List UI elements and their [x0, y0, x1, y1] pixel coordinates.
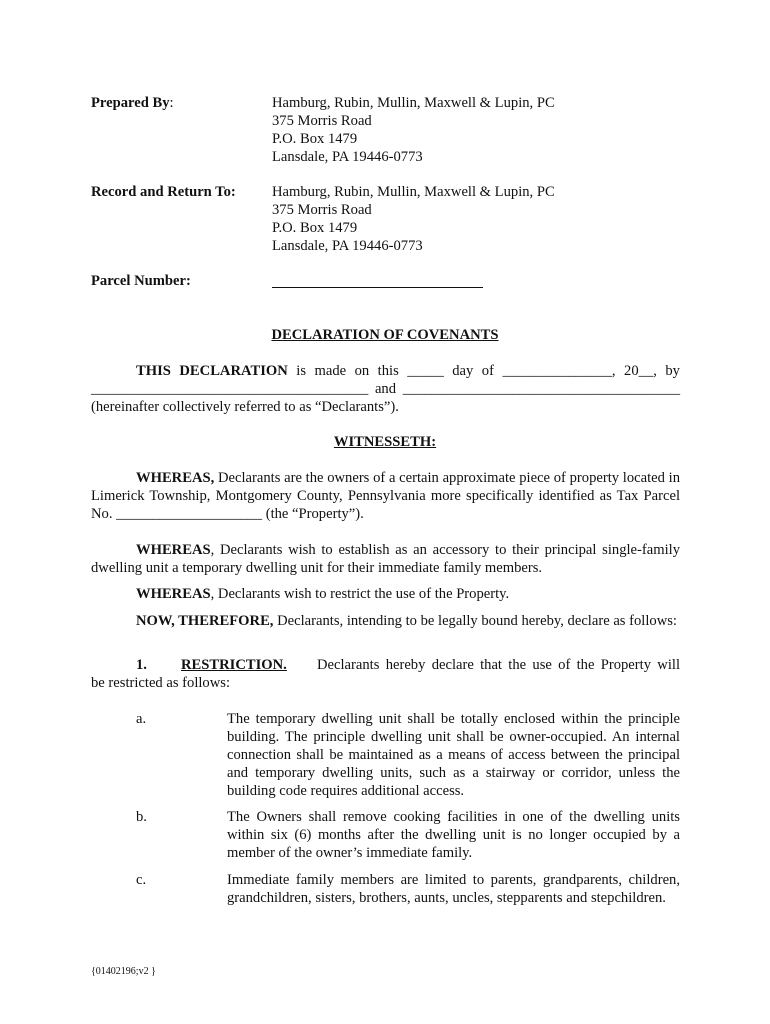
- item-text-b: The Owners shall remove cooking facilities in one of the dwelling units within six (6) months after the dwelling unit is no longer occupied by a member of the owner’s immediate family.: [227, 809, 680, 861]
- intro-line-3: (hereinafter collectively referred to as “Declarants”).: [91, 399, 399, 415]
- party-2-blank[interactable]: ______________________________________: [402, 381, 680, 397]
- address-line: Hamburg, Rubin, Mullin, Maxwell & Lupin, PC: [272, 184, 555, 200]
- section-text-line-2: be restricted as follows:: [91, 675, 231, 691]
- address-line: Hamburg, Rubin, Mullin, Maxwell & Lupin, PC: [272, 95, 555, 111]
- section-heading: RESTRICTION.: [181, 657, 287, 673]
- section-text-line-1: Declarants hereby declare that the use of the Property will: [317, 657, 680, 673]
- address-line: Lansdale, PA 19446-0773: [272, 238, 423, 254]
- party-1-blank[interactable]: ______________________________________: [91, 381, 369, 397]
- section-number: 1.: [136, 657, 147, 673]
- and-text: and: [374, 381, 397, 397]
- prepared-by-label: Prepared By:: [91, 95, 174, 111]
- now-therefore-paragraph: NOW, THEREFORE, Declarants, intending to be legally bound hereby, declare as follows:: [136, 613, 677, 629]
- witnesseth-heading: WITNESSETH:: [333, 434, 437, 450]
- prepared-by-address: [272, 94, 555, 166]
- intro-line-2: [91, 380, 680, 398]
- item-label-c: c.: [136, 872, 147, 888]
- address-line: 375 Morris Road: [272, 202, 372, 218]
- address-line: 375 Morris Road: [272, 113, 372, 129]
- intro-line-1: THIS DECLARATION is made on this _____ day of _______________, 20__, by: [136, 363, 680, 379]
- item-text-a: The temporary dwelling unit shall be totally enclosed within the principle building. The principle dwelling unit shall be owner-occupied. An internal connection shall be maintained as a means of access between the principal and temporary dwelling units, such as a stairway or corridor, unless the building code requires additional access.: [227, 711, 680, 799]
- item-label-a: a.: [136, 711, 147, 727]
- parcel-number-label: Parcel Number:: [91, 273, 191, 289]
- address-line: P.O. Box 1479: [272, 131, 358, 147]
- record-return-address: [272, 183, 555, 255]
- whereas-paragraph-2: WHEREAS, Declarants wish to establish as an accessory to their principal single-family dwelling unit a temporary dwelling unit for their immediate family members.: [91, 542, 680, 576]
- parcel-number-blank[interactable]: [272, 287, 483, 288]
- document-title: DECLARATION OF COVENANTS: [271, 327, 499, 343]
- record-return-label: Record and Return To:: [91, 184, 236, 200]
- item-label-b: b.: [136, 809, 147, 825]
- document-id-footer: {01402196;v2 }: [91, 966, 156, 977]
- address-line: P.O. Box 1479: [272, 220, 358, 236]
- address-line: Lansdale, PA 19446-0773: [272, 149, 423, 165]
- whereas-paragraph-3: WHEREAS, Declarants wish to restrict the use of the Property.: [136, 586, 510, 602]
- whereas-paragraph-1: WHEREAS, Declarants are the owners of a certain approximate piece of property located in Limerick Township, Montgomery County, Pennsylvania more specifically identified as Tax Parcel No. ____________________ (the “Property”).: [91, 470, 681, 522]
- item-text-c: Immediate family members are limited to parents, grandparents, children, grandchildren, sisters, brothers, aunts, uncles, stepparents and stepchildren.: [227, 872, 680, 906]
